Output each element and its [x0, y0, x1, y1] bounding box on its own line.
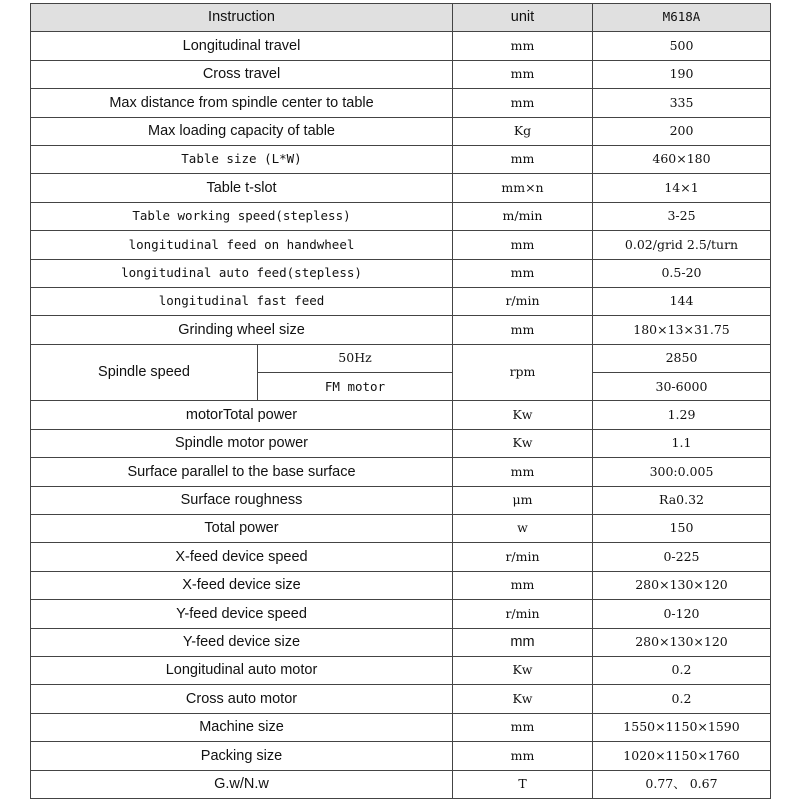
row-label: X-feed device speed — [31, 543, 453, 571]
row-label: Table size (L*W) — [31, 145, 453, 173]
row-label: Max loading capacity of table — [31, 117, 453, 145]
row-unit: mm — [453, 32, 593, 60]
row-unit: mm — [453, 628, 593, 656]
table-row — [31, 685, 771, 713]
row-label: Packing size — [31, 742, 453, 770]
row-value: 280×130×120 — [593, 628, 771, 656]
row-unit: mm×n — [453, 174, 593, 202]
table-row — [31, 600, 771, 628]
row-unit: Kw — [453, 656, 593, 684]
row-unit: mm — [453, 89, 593, 117]
row-unit: w — [453, 515, 593, 543]
table-header-row — [31, 4, 771, 32]
row-label: Cross auto motor — [31, 685, 453, 713]
row-value: 190 — [593, 60, 771, 88]
row-unit: mm — [453, 458, 593, 486]
row-value: 1.1 — [593, 429, 771, 457]
row-value: 1550×1150×1590 — [593, 713, 771, 741]
table-row — [31, 117, 771, 145]
spindle-speed-label: Spindle speed — [31, 344, 258, 401]
table-row — [31, 458, 771, 486]
header-unit: unit — [453, 4, 593, 32]
table-row — [31, 515, 771, 543]
row-label: Table working speed(stepless) — [31, 202, 453, 230]
row-value: 1.29 — [593, 401, 771, 429]
row-label: Longitudinal auto motor — [31, 656, 453, 684]
row-label: Table t-slot — [31, 174, 453, 202]
row-label: Grinding wheel size — [31, 316, 453, 344]
table-row — [31, 742, 771, 770]
table-row — [31, 571, 771, 599]
spindle-sub-label: 50Hz — [258, 344, 453, 372]
row-unit: mm — [453, 145, 593, 173]
table-row — [31, 145, 771, 173]
row-value: 0.77、 0.67 — [593, 770, 771, 798]
row-unit: μm — [453, 486, 593, 514]
row-value: 0.5-20 — [593, 259, 771, 287]
header-instruction: Instruction — [31, 4, 453, 32]
table-row — [31, 202, 771, 230]
row-value: 150 — [593, 515, 771, 543]
row-unit: mm — [453, 713, 593, 741]
row-unit: mm — [453, 231, 593, 259]
table-row-spindle-speed — [31, 344, 771, 372]
row-value: 0.2 — [593, 656, 771, 684]
row-unit: r/min — [453, 287, 593, 315]
row-unit: r/min — [453, 600, 593, 628]
row-value: 1020×1150×1760 — [593, 742, 771, 770]
table-row — [31, 656, 771, 684]
row-label: X-feed device size — [31, 571, 453, 599]
row-label: Max distance from spindle center to table — [31, 89, 453, 117]
row-unit: mm — [453, 60, 593, 88]
row-label: Spindle motor power — [31, 429, 453, 457]
row-value: 0-225 — [593, 543, 771, 571]
row-value: 0.2 — [593, 685, 771, 713]
row-label: Longitudinal travel — [31, 32, 453, 60]
row-label: Y-feed device size — [31, 628, 453, 656]
table-row — [31, 628, 771, 656]
row-label: Y-feed device speed — [31, 600, 453, 628]
table-row — [31, 174, 771, 202]
row-unit: r/min — [453, 543, 593, 571]
table-row — [31, 89, 771, 117]
header-model: M618A — [593, 4, 771, 32]
row-value: 335 — [593, 89, 771, 117]
row-unit: mm — [453, 742, 593, 770]
spindle-sub-label: FM motor — [258, 373, 453, 401]
row-value: 300:0.005 — [593, 458, 771, 486]
row-label: longitudinal auto feed(stepless) — [31, 259, 453, 287]
table-row — [31, 543, 771, 571]
row-label: Total power — [31, 515, 453, 543]
row-unit: Kw — [453, 401, 593, 429]
row-value: 0-120 — [593, 600, 771, 628]
row-value: 144 — [593, 287, 771, 315]
table-row — [31, 486, 771, 514]
spindle-sub-value: 30-6000 — [593, 373, 771, 401]
row-label: Cross travel — [31, 60, 453, 88]
spec-table — [30, 3, 771, 799]
spindle-speed-unit: rpm — [453, 344, 593, 401]
row-label: G.w/N.w — [31, 770, 453, 798]
row-value: 200 — [593, 117, 771, 145]
table-row — [31, 32, 771, 60]
table-row — [31, 287, 771, 315]
spindle-sub-value: 2850 — [593, 344, 771, 372]
row-unit: mm — [453, 571, 593, 599]
row-value: 3-25 — [593, 202, 771, 230]
row-value: 460×180 — [593, 145, 771, 173]
row-unit: m/min — [453, 202, 593, 230]
table-row — [31, 259, 771, 287]
table-row — [31, 316, 771, 344]
row-unit: T — [453, 770, 593, 798]
row-unit: Kg — [453, 117, 593, 145]
row-unit: mm — [453, 259, 593, 287]
table-row — [31, 429, 771, 457]
row-unit: Kw — [453, 685, 593, 713]
row-value: 14×1 — [593, 174, 771, 202]
row-value: 180×13×31.75 — [593, 316, 771, 344]
row-label: Machine size — [31, 713, 453, 741]
table-row — [31, 401, 771, 429]
row-value: 500 — [593, 32, 771, 60]
table-row — [31, 713, 771, 741]
row-value: 0.02/grid 2.5/turn — [593, 231, 771, 259]
row-value: 280×130×120 — [593, 571, 771, 599]
table-row — [31, 60, 771, 88]
row-value: Ra0.32 — [593, 486, 771, 514]
row-unit: mm — [453, 316, 593, 344]
row-label: longitudinal fast feed — [31, 287, 453, 315]
row-label: Surface parallel to the base surface — [31, 458, 453, 486]
row-label: motorTotal power — [31, 401, 453, 429]
row-unit: Kw — [453, 429, 593, 457]
table-row — [31, 770, 771, 798]
row-label: longitudinal feed on handwheel — [31, 231, 453, 259]
row-label: Surface roughness — [31, 486, 453, 514]
table-row — [31, 231, 771, 259]
